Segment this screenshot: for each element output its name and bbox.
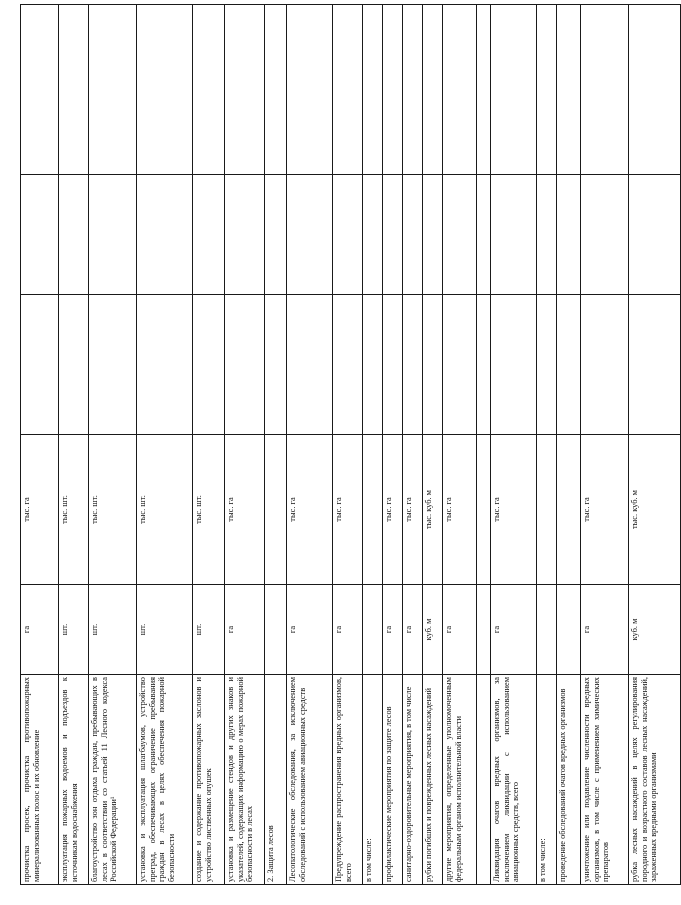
table-row bbox=[21, 5, 59, 885]
unit-total-cell: тыс. шт. bbox=[89, 435, 137, 585]
value-cell bbox=[423, 5, 443, 175]
value-cell bbox=[21, 175, 59, 295]
table-row bbox=[59, 5, 89, 885]
value-cell bbox=[21, 295, 59, 435]
unit-cell: га bbox=[225, 585, 265, 675]
unit-total-cell bbox=[557, 435, 581, 585]
unit-total-cell: тыс. га bbox=[225, 435, 265, 585]
value-cell bbox=[537, 5, 557, 175]
row-name-cell: создание и содержание противопожарных заслонов и устройство лиственных опушек bbox=[193, 675, 225, 885]
value-cell bbox=[287, 5, 333, 175]
row-name-cell: в том числе: bbox=[363, 675, 383, 885]
value-cell bbox=[443, 295, 477, 435]
value-cell bbox=[225, 295, 265, 435]
value-cell bbox=[403, 175, 423, 295]
unit-cell: шт. bbox=[89, 585, 137, 675]
value-cell bbox=[491, 175, 537, 295]
value-cell bbox=[265, 295, 287, 435]
row-name-cell: Ликвидация очагов вредных организмов, за исключением ликвидации с использованием авиационных средств, всего bbox=[491, 675, 537, 885]
rotated-table-page bbox=[20, 5, 660, 885]
value-cell bbox=[287, 175, 333, 295]
value-cell bbox=[265, 175, 287, 295]
row-name-cell: установка и размещение стендов и других знаков и указателей, содержащих информацию о мерах пожарной безопасности в лесах bbox=[225, 675, 265, 885]
row-name-cell: другие мероприятия, определенные уполномоченным федеральным органом исполнительной власти bbox=[443, 675, 477, 885]
unit-total-cell bbox=[265, 435, 287, 585]
table-row bbox=[491, 5, 537, 885]
value-cell bbox=[423, 295, 443, 435]
value-cell bbox=[423, 175, 443, 295]
unit-total-cell: тыс. га bbox=[491, 435, 537, 585]
value-cell bbox=[537, 175, 557, 295]
value-cell bbox=[383, 175, 403, 295]
table-row bbox=[287, 5, 333, 885]
unit-cell: куб. м bbox=[423, 585, 443, 675]
value-cell bbox=[443, 175, 477, 295]
table-row bbox=[423, 5, 443, 885]
unit-cell: шт. bbox=[193, 585, 225, 675]
value-cell bbox=[403, 5, 423, 175]
unit-cell bbox=[477, 585, 491, 675]
unit-total-cell: тыс. га bbox=[287, 435, 333, 585]
value-cell bbox=[629, 175, 681, 295]
table-row bbox=[403, 5, 423, 885]
unit-cell: га bbox=[491, 585, 537, 675]
value-cell bbox=[403, 295, 423, 435]
row-name-cell: Лесопатологические обследования, за исключением обследований с использованием авиационных средств bbox=[287, 675, 333, 885]
value-cell bbox=[59, 5, 89, 175]
value-cell bbox=[629, 295, 681, 435]
value-cell bbox=[537, 295, 557, 435]
value-cell bbox=[265, 5, 287, 175]
value-cell bbox=[477, 5, 491, 175]
value-cell bbox=[477, 295, 491, 435]
value-cell bbox=[363, 5, 383, 175]
value-cell bbox=[59, 175, 89, 295]
unit-cell: га bbox=[287, 585, 333, 675]
value-cell bbox=[89, 175, 137, 295]
unit-cell: га bbox=[581, 585, 629, 675]
forest-measures-table bbox=[20, 4, 681, 885]
value-cell bbox=[581, 295, 629, 435]
unit-total-cell bbox=[477, 435, 491, 585]
unit-total-cell: тыс. га bbox=[581, 435, 629, 585]
value-cell bbox=[225, 5, 265, 175]
table-row bbox=[137, 5, 193, 885]
unit-total-cell bbox=[537, 435, 557, 585]
value-cell bbox=[557, 5, 581, 175]
unit-cell bbox=[265, 585, 287, 675]
value-cell bbox=[363, 175, 383, 295]
value-cell bbox=[333, 5, 363, 175]
unit-cell bbox=[537, 585, 557, 675]
table-row bbox=[89, 5, 137, 885]
row-name-cell bbox=[477, 675, 491, 885]
unit-total-cell: тыс. га bbox=[403, 435, 423, 585]
value-cell bbox=[193, 295, 225, 435]
value-cell bbox=[89, 5, 137, 175]
table-row bbox=[557, 5, 581, 885]
table-row bbox=[383, 5, 403, 885]
value-cell bbox=[491, 295, 537, 435]
row-name-cell: уничтожение или подавление численности вредных организмов, в том числе с применением химических препаратов bbox=[581, 675, 629, 885]
value-cell bbox=[333, 295, 363, 435]
unit-total-cell: тыс. куб. м bbox=[629, 435, 681, 585]
value-cell bbox=[21, 5, 59, 175]
table-row bbox=[225, 5, 265, 885]
unit-total-cell: тыс. га bbox=[333, 435, 363, 585]
value-cell bbox=[383, 5, 403, 175]
row-name-cell: профилактические мероприятия по защите лесов bbox=[383, 675, 403, 885]
value-cell bbox=[225, 175, 265, 295]
value-cell bbox=[59, 295, 89, 435]
unit-cell: га bbox=[21, 585, 59, 675]
value-cell bbox=[443, 5, 477, 175]
unit-total-cell bbox=[363, 435, 383, 585]
value-cell bbox=[581, 175, 629, 295]
row-name-cell: рубка лесных насаждений в целях регулирования породного и возрастного составов лесных насаждений, зараженных вредными организмами bbox=[629, 675, 681, 885]
value-cell bbox=[477, 175, 491, 295]
value-cell bbox=[193, 5, 225, 175]
unit-total-cell: тыс. га bbox=[21, 435, 59, 585]
unit-total-cell: тыс. га bbox=[443, 435, 477, 585]
unit-cell: шт. bbox=[59, 585, 89, 675]
row-name-cell: 2. Защита лесов bbox=[265, 675, 287, 885]
unit-cell: га bbox=[383, 585, 403, 675]
value-cell bbox=[193, 175, 225, 295]
value-cell bbox=[383, 295, 403, 435]
unit-total-cell: тыс. шт. bbox=[193, 435, 225, 585]
value-cell bbox=[557, 175, 581, 295]
table-row bbox=[443, 5, 477, 885]
unit-total-cell: тыс. га bbox=[383, 435, 403, 585]
unit-cell bbox=[363, 585, 383, 675]
unit-total-cell: тыс. шт. bbox=[59, 435, 89, 585]
row-name-cell: проведение обследований очагов вредных организмов bbox=[557, 675, 581, 885]
value-cell bbox=[557, 295, 581, 435]
value-cell bbox=[333, 175, 363, 295]
value-cell bbox=[363, 295, 383, 435]
table-row bbox=[537, 5, 557, 885]
unit-cell: га bbox=[443, 585, 477, 675]
value-cell bbox=[137, 5, 193, 175]
value-cell bbox=[629, 5, 681, 175]
unit-total-cell: тыс. шт. bbox=[137, 435, 193, 585]
unit-cell: шт. bbox=[137, 585, 193, 675]
table-row bbox=[581, 5, 629, 885]
row-name-cell: благоустройство зон отдыха граждан, пребывающих в лесах в соответствии со статьей 11 Лесного кодекса Российской Федерации¹ bbox=[89, 675, 137, 885]
value-cell bbox=[137, 175, 193, 295]
row-name-cell: установка и эксплуатация шлагбаумов, устройство преград, обеспечивающих ограничение пребывания граждан в лесах в целях обеспечения пожарной безопасности bbox=[137, 675, 193, 885]
unit-cell: куб. м bbox=[629, 585, 681, 675]
unit-total-cell: тыс. куб. м bbox=[423, 435, 443, 585]
unit-cell: га bbox=[333, 585, 363, 675]
value-cell bbox=[137, 295, 193, 435]
row-name-cell: прочистка просек, прочистка противопожарных минерализованных полос и их обновление bbox=[21, 675, 59, 885]
value-cell bbox=[89, 295, 137, 435]
value-cell bbox=[581, 5, 629, 175]
table-row bbox=[333, 5, 363, 885]
row-name-cell: рубки погибших и поврежденных лесных насаждений bbox=[423, 675, 443, 885]
value-cell bbox=[491, 5, 537, 175]
table-row bbox=[193, 5, 225, 885]
row-name-cell: санитарно-оздоровительные мероприятия, в том числе bbox=[403, 675, 423, 885]
unit-cell: га bbox=[403, 585, 423, 675]
value-cell bbox=[287, 295, 333, 435]
table-row bbox=[363, 5, 383, 885]
table-row bbox=[477, 5, 491, 885]
row-name-cell: эксплуатация пожарных водоемов и подъездов к источникам водоснабжения bbox=[59, 675, 89, 885]
unit-cell bbox=[557, 585, 581, 675]
row-name-cell: в том числе: bbox=[537, 675, 557, 885]
table-row bbox=[629, 5, 681, 885]
table-row bbox=[265, 5, 287, 885]
row-name-cell: Предупреждение распространения вредных организмов, всего bbox=[333, 675, 363, 885]
